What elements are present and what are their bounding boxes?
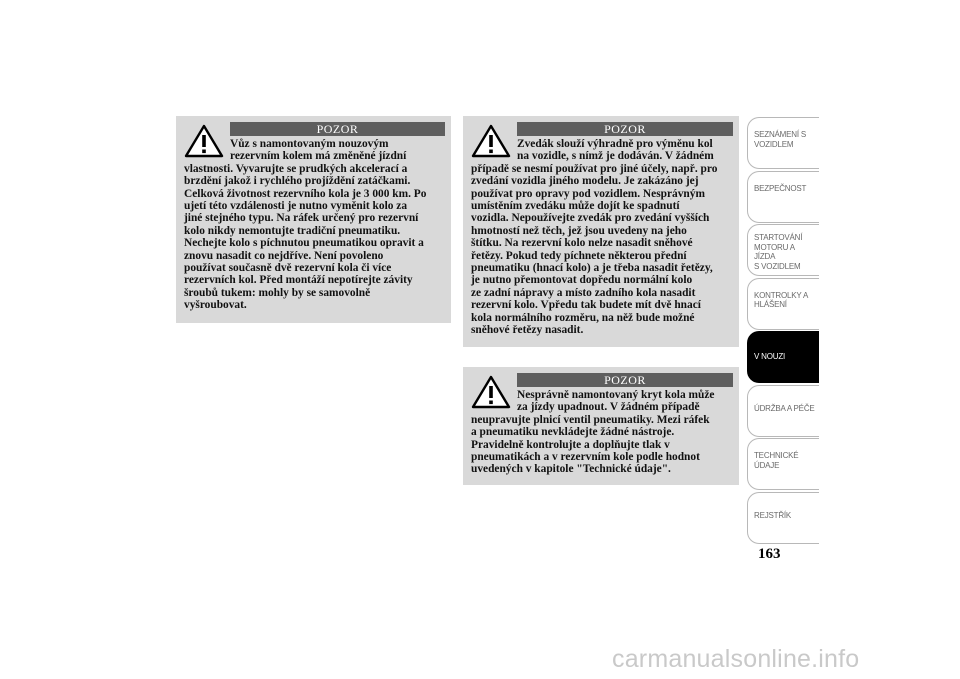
tab-v-nouzi[interactable]: V NOUZI: [747, 331, 819, 383]
warning-header: [184, 122, 445, 163]
tab-technicke-udaje[interactable]: TECHNICKÉ ÚDAJE: [747, 438, 819, 490]
warning-lead-text: Zvedák slouží výhradně pro výměnu kol na vozidle, s nímž je dodáván. V žádném: [517, 138, 714, 163]
page-number: 163: [758, 546, 781, 562]
warning-box-2: [463, 116, 739, 347]
warning-lead-text: Nesprávně namontovaný kryt kola může za jízdy upadnout. V žádném případě: [517, 389, 715, 414]
warning-triangle-icon: [471, 124, 511, 158]
warning-title: POZOR: [517, 122, 733, 136]
warning-header: [471, 373, 733, 414]
warning-body-text: případě se nesmí používat pro jiné účely, např. pro zvedání vozidla jiného modelu. Je zakázáno jej používat pro opravy pod vozidlem. Nesprávným umístěním zvedáku může dojít ke spadnutí vozidla. Nepoužívejte zvedák pro zvedání vyšších hmotností než těch, jež jsou uvedeny na jeho štítku. Na rezervní kolo nelze nasadit sněhové řetězy. Pokud tedy píchnete některou přední pneumatiku (hnací kolo) a je třeba nasadit řetězy, je nutno přemontovat dopředu normální kolo ze zadní nápravy a místo zadního kola nasadit rezervní kolo. Vpředu tak budete mít dvě hnací kola normálního rozměru, na něž bude možné sněhové řetězy nasadit.: [471, 162, 718, 337]
warning-box-3: [463, 367, 739, 485]
warning-header: [471, 122, 733, 163]
warning-title: POZOR: [517, 373, 733, 387]
chapter-tabs: [747, 117, 819, 545]
tab-startovani[interactable]: STARTOVÁNÍ MOTORU A JÍZDA S VOZIDLEM: [747, 224, 819, 276]
warning-title: POZOR: [230, 122, 445, 136]
warning-body-text: vlastnosti. Vyvarujte se prudkých akcelerací a brzdění jakož i rychlého projíždění zatáčkami. Celková životnost rezervního kola je 3 000 km. Po ujetí této vzdálenosti je nutno vyměnit kolo za jiné stejného typu. Na ráfek určený pro rezervní kolo nikdy nemontujte tradiční pneumatiku. Nechejte kolo s píchnutou pneumatikou opravit a znovu nasadit co nejdříve. Není povoleno používat současně dvě rezervní kola či více rezervních kol. Před montáží nepotírejte závity šroubů tukem: mohly by se samovolně vyšroubovat.: [184, 162, 427, 312]
warning-body-text: neupravujte plnicí ventil pneumatiky. Mezi ráfek a pneumatiku nevkládejte žádné nástroje. Pravidelně kontrolujte a doplňujte tlak v pneumatikách a v rezervním kole podle hodnot uvedených v kapitole "Technické údaje".: [471, 413, 710, 476]
tab-seznameni[interactable]: SEZNÁMENÍ S VOZIDLEM: [747, 117, 819, 169]
warning-box-1: [176, 116, 451, 323]
warning-triangle-icon: [471, 375, 511, 409]
watermark: carmanualsonline.info: [612, 645, 860, 673]
warning-lead-text: Vůz s namontovaným nouzovým rezervním kolem má změněné jízdní: [230, 138, 407, 163]
tab-rejstrik[interactable]: REJSTŘÍK: [747, 492, 819, 544]
tab-kontrolky[interactable]: KONTROLKY A HLÁŠENÍ: [747, 278, 819, 330]
tab-bezpecnost[interactable]: BEZPEČNOST: [747, 171, 819, 223]
tab-udrzba[interactable]: ÚDRŽBA A PÉČE: [747, 385, 819, 437]
warning-triangle-icon: [184, 124, 224, 158]
